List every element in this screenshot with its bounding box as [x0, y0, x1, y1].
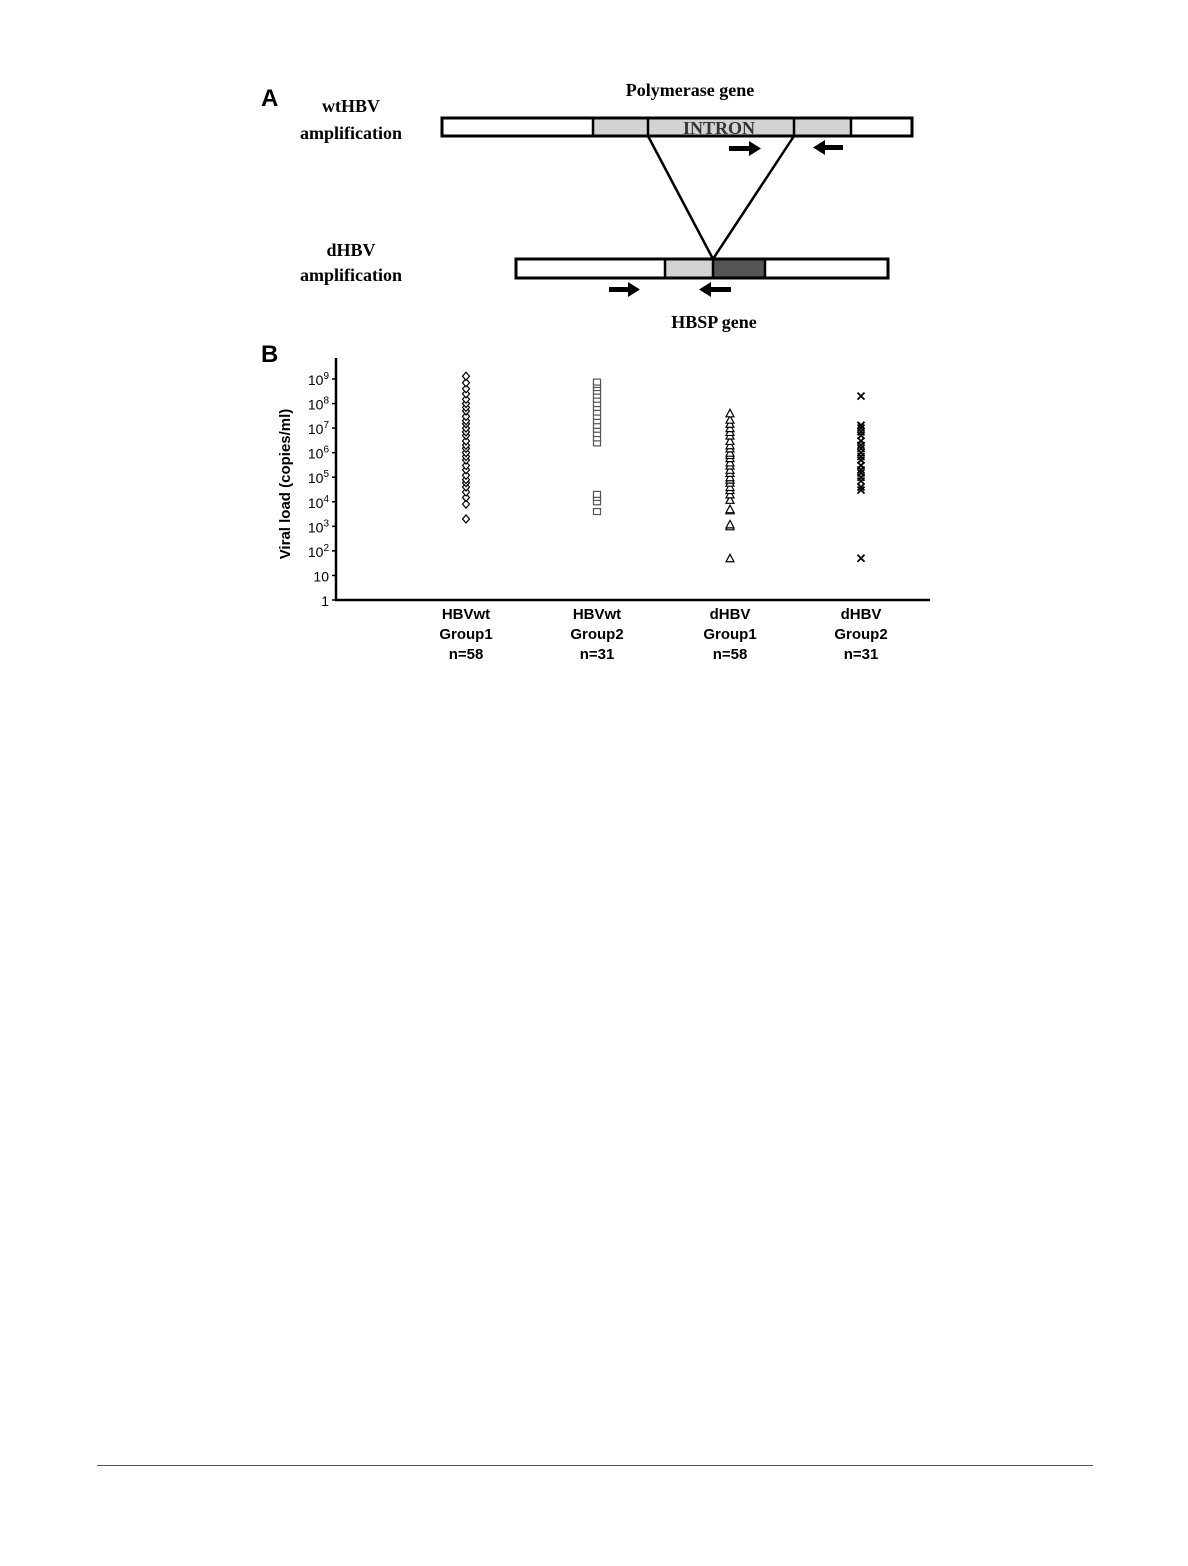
y-tick-base: 1 [321, 593, 329, 609]
y-tick-label [313, 568, 329, 584]
y-tick-label [308, 420, 330, 437]
y-tick-exponent: 5 [323, 469, 329, 481]
d-forward-primer-arrow [609, 282, 640, 297]
footer-rule [97, 1465, 1093, 1466]
wt-exon-right [794, 118, 851, 136]
y-tick-base: 10 [307, 543, 324, 560]
y-tick-base: 10 [307, 519, 324, 536]
splice-line-right [713, 136, 794, 259]
y-tick-exponent: 6 [323, 444, 329, 456]
x-category-label: Group2 [570, 626, 624, 643]
x-category-label: dHBV [709, 606, 751, 623]
x-category-label: n=31 [843, 646, 879, 663]
y-tick-label [308, 371, 330, 388]
y-tick-base: 10 [307, 470, 324, 487]
data-point-x [858, 555, 865, 562]
x-category-label: Group2 [834, 626, 888, 643]
data-point-triangle [726, 505, 734, 513]
panel-b [261, 341, 930, 663]
d-exon-left [665, 259, 713, 278]
x-category-label: n=58 [448, 646, 484, 663]
panel-a [261, 80, 912, 332]
data-point-triangle [726, 520, 734, 528]
data-point-square [594, 491, 601, 497]
polymerase-gene-label: Polymerase gene [625, 80, 755, 100]
y-tick-base: 10 [307, 396, 324, 413]
data-point-x [858, 393, 865, 400]
wt-gene-bar [442, 118, 912, 138]
y-tick-label [308, 445, 330, 462]
figure [0, 0, 1188, 720]
y-tick-label [321, 593, 329, 609]
hbsp-gene-label: HBSP gene [671, 312, 757, 332]
data-point-diamond [463, 372, 470, 380]
x-category-label: Group1 [703, 626, 757, 643]
x-category-label: dHBV [840, 606, 882, 623]
data-point-triangle [726, 409, 734, 417]
splice-line-left [648, 136, 713, 259]
data-point-triangle [726, 554, 734, 562]
y-tick-base: 10 [307, 494, 324, 511]
y-tick-exponent: 9 [323, 371, 329, 382]
data-point-square [594, 509, 601, 515]
y-tick-label [308, 396, 330, 413]
data-point-diamond [463, 515, 470, 523]
y-tick-base: 10 [307, 372, 324, 388]
x-category-label: n=31 [579, 646, 615, 663]
wt-label-line1: wtHBV [322, 96, 380, 116]
y-tick-exponent: 4 [323, 493, 329, 505]
wt-reverse-primer-arrow [813, 140, 843, 155]
d-label-line2: amplification [300, 265, 402, 285]
x-category-label: HBVwt [441, 606, 491, 623]
y-tick-base: 10 [307, 421, 324, 438]
wt-forward-primer-arrow [729, 141, 761, 156]
x-category-label: HBVwt [572, 606, 622, 623]
y-tick-exponent: 7 [323, 420, 329, 432]
d-gene-bar [516, 259, 888, 278]
intron-label: INTRON [682, 118, 756, 138]
data-point-square [594, 379, 601, 385]
d-label-line1: dHBV [326, 240, 376, 260]
y-tick-label [308, 518, 330, 535]
y-tick-label [308, 494, 330, 511]
y-tick-labels [308, 371, 336, 609]
y-tick-label [308, 543, 330, 560]
panel-a-label: A [261, 85, 279, 112]
y-tick-exponent: 8 [323, 395, 329, 407]
y-tick-label [308, 469, 330, 486]
panel-b-label: B [261, 341, 279, 368]
d-exon-joined [713, 259, 765, 278]
y-tick-exponent: 2 [323, 542, 329, 554]
y-tick-exponent: 3 [323, 518, 329, 530]
wt-exon-left [593, 118, 648, 136]
x-category-label: Group1 [439, 626, 493, 643]
x-category-label: n=58 [712, 646, 748, 663]
y-tick-base: 10 [313, 568, 329, 585]
y-axis-label: Viral load (copies/ml) [277, 408, 294, 560]
wt-label-line2: amplification [300, 123, 402, 143]
d-reverse-primer-arrow [699, 282, 731, 297]
y-tick-base: 10 [307, 445, 324, 462]
data-markers [463, 372, 865, 562]
x-category-labels [439, 606, 887, 663]
